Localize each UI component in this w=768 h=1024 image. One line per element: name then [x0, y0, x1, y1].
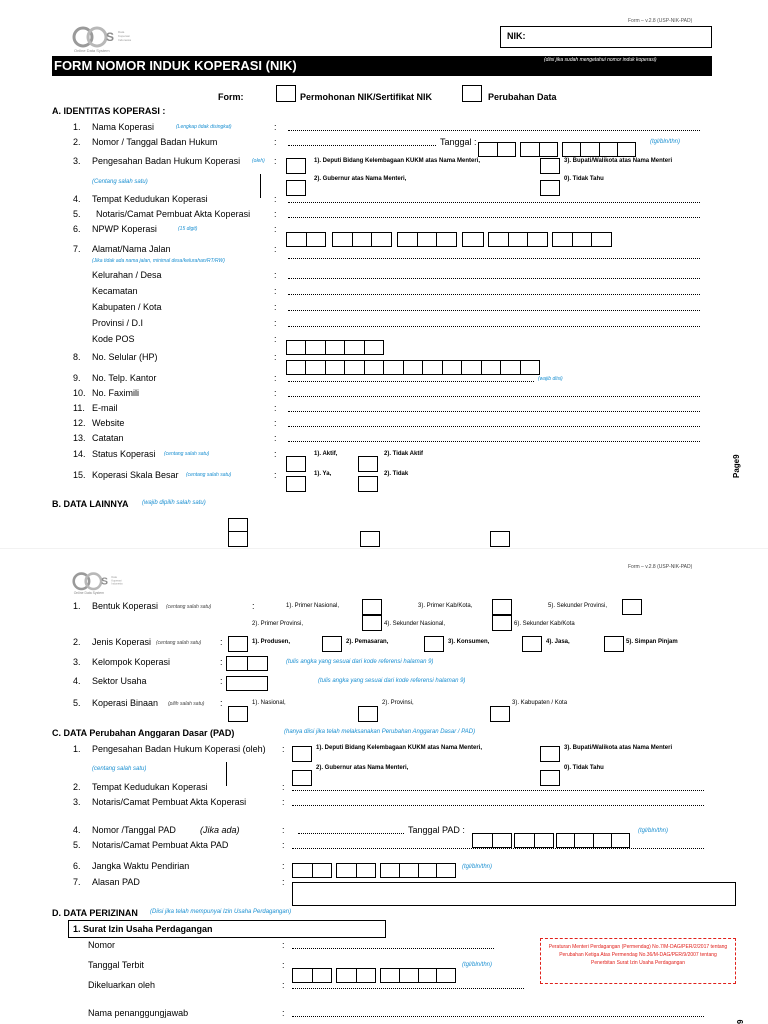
pad-akta-input[interactable] [292, 848, 704, 849]
opt-konsumen: 3). Konsumen, [448, 639, 490, 645]
opt-sekunder-kab: 6). Sekunder Kab/Kota [514, 621, 575, 627]
checkbox-jasa[interactable] [522, 636, 542, 652]
pad-opt-deputi: 1). Deputi Bidang Kelembagaan KUKM atas Nama Menteri, [316, 745, 483, 751]
jangka-day[interactable] [292, 863, 332, 878]
status-hint: (centang salah satu) [164, 451, 210, 457]
pad-tempat-input[interactable] [292, 790, 704, 791]
nomor-badan-hukum-label: Nomor / Tanggal Badan Hukum [92, 137, 218, 147]
pad-tanggal-label: Tanggal PAD : [408, 825, 465, 835]
opt-change-label: Perubahan Data [488, 92, 557, 102]
jenis-label: Jenis Koperasi [92, 637, 152, 647]
row-num: 3. [73, 797, 81, 807]
pad-notaris-label: Notaris/Camat Pembuat Akta Koperasi [92, 797, 247, 807]
checkbox-primer-provinsi[interactable] [362, 615, 382, 631]
provinsi-label: Provinsi / D.I [92, 318, 144, 328]
provinsi-input[interactable] [288, 326, 700, 327]
nik-note: (diisi jika sudah mengetahui nomor induk koperasi) [544, 57, 657, 63]
notaris-label: Notaris/Camat Pembuat Akta Koperasi [96, 209, 251, 219]
row-num: 1. [73, 122, 81, 132]
row-num: 3. [73, 156, 81, 166]
siup-box [68, 920, 386, 938]
npwp-seg-4[interactable] [462, 232, 484, 247]
checkbox-tidak-tahu[interactable] [540, 180, 560, 196]
oss-logo [72, 24, 142, 54]
kecamatan-label: Kecamatan [92, 286, 138, 296]
date-year[interactable] [562, 142, 636, 157]
jangka-year[interactable] [380, 863, 456, 878]
pad-nomor-label: Nomor /Tanggal PAD [92, 825, 176, 835]
checkbox-sekunder-provinsi[interactable] [622, 599, 642, 615]
pengesahan-hint: (oleh) [252, 158, 265, 164]
binaan-label: Koperasi Binaan [92, 698, 159, 708]
row-num: 1. [73, 744, 81, 754]
checkbox-deputi[interactable] [286, 158, 306, 174]
opt-tidak-tahu: 0). Tidak Tahu [564, 176, 604, 182]
alasan-input[interactable] [292, 882, 736, 906]
siup-nomor-input[interactable] [292, 948, 494, 949]
siup-date-month[interactable] [336, 968, 376, 983]
row-num: 7. [73, 877, 81, 887]
page-break [0, 548, 768, 563]
pad-tempat-label: Tempat Kedudukan Koperasi [92, 782, 208, 792]
opt-tidak: 2). Tidak [384, 471, 409, 477]
row-num: 12. [73, 418, 86, 428]
sektor-label: Sektor Usaha [92, 676, 147, 686]
row-num: 2. [73, 637, 81, 647]
skala-hint: (centang salah satu) [186, 472, 232, 478]
hp-input[interactable] [286, 360, 540, 375]
notaris-input[interactable] [288, 217, 700, 218]
npwp-hint: (15 digit) [178, 226, 198, 232]
row-num: 3. [73, 657, 81, 667]
oss-logo-page2 [72, 570, 132, 596]
svg-text:Online Data System: Online Data System [73, 591, 105, 596]
siup-penanggung-label: Nama penanggungjawab [88, 1008, 189, 1018]
kecamatan-input[interactable] [288, 294, 700, 295]
npwp-seg-5[interactable] [488, 232, 548, 247]
pad-notaris-input[interactable] [292, 805, 704, 806]
checkbox-aktif[interactable] [286, 456, 306, 472]
kabupaten-label: Kabupaten / Kota [92, 302, 162, 312]
checkbox-b2[interactable] [228, 531, 248, 547]
row-num: 2. [73, 782, 81, 792]
checkbox-primer-kab[interactable] [492, 599, 512, 615]
pad-opt-tidak-tahu: 0). Tidak Tahu [564, 765, 604, 771]
checkbox-simpan-pinjam[interactable] [604, 636, 624, 652]
svg-text:Indonesia: Indonesia [111, 582, 123, 586]
checkbox-gubernur[interactable] [286, 180, 306, 196]
svg-text:Online Data System: Online Data System [74, 48, 110, 53]
npwp-label: NPWP Koperasi [92, 224, 157, 234]
checkbox-b3[interactable] [360, 531, 380, 547]
page-title: FORM NOMOR INDUK KOPERASI (NIK) [54, 58, 297, 73]
row-num: 8. [73, 352, 81, 362]
siup-tanggal-label: Tanggal Terbit [88, 960, 144, 970]
row-num: 4. [73, 825, 81, 835]
svg-text:S: S [101, 576, 109, 588]
row-num: 4. [73, 676, 81, 686]
section-a-title: A. IDENTITAS KOPERASI : [52, 106, 166, 116]
tanggal-label: Tanggal : [440, 137, 477, 147]
checkbox-new[interactable] [276, 85, 296, 102]
opt-binaan-nasional: 1). Nasional, [252, 700, 286, 706]
npwp-seg-2[interactable] [332, 232, 392, 247]
section-c-title: C. DATA Perubahan Anggaran Dasar (PAD) [52, 728, 235, 738]
row-num: 6. [73, 861, 81, 871]
svg-text:Koperasi: Koperasi [118, 34, 130, 38]
row-num: 7. [73, 244, 81, 254]
svg-text:Indonesia: Indonesia [118, 38, 132, 42]
pad-checkbox-bupati[interactable] [540, 746, 560, 762]
siup-date-day[interactable] [292, 968, 332, 983]
jangka-hint: (tgl/bln/thn) [462, 864, 493, 870]
siup-nomor-label: Nomor [88, 940, 116, 950]
pad-date-year[interactable] [556, 833, 630, 848]
sektor-input[interactable] [226, 676, 268, 691]
tempat-kedudukan-input[interactable] [288, 202, 700, 203]
kelompok-label: Kelompok Koperasi [92, 657, 171, 667]
pad-date-month[interactable] [514, 833, 554, 848]
jangka-month[interactable] [336, 863, 376, 878]
opt-sekunder-nasional: 4). Sekunder Nasional, [384, 621, 446, 627]
nik-label: NIK: [507, 31, 526, 41]
form-version-page2: Form – v.2.8 (USP-NIK-PAD) [628, 564, 693, 570]
page-mark-bottom: 9 [736, 1019, 745, 1024]
opt-binaan-provinsi: 2). Provinsi, [382, 700, 414, 706]
hp-label: No. Selular (HP) [92, 352, 158, 362]
siup-title: 1. Surat Izin Usaha Perdagangan [73, 924, 213, 934]
row-num: 5. [73, 209, 81, 219]
siup-date-hint: (tgl/bln/thn) [462, 962, 493, 968]
nik-field[interactable] [500, 26, 712, 48]
title-bar [52, 56, 712, 76]
alamat-hint: (Jika tidak ada nama jalan, minimal desa/kelurahan/RT/RW) [92, 258, 225, 264]
row-num: 14. [73, 449, 86, 459]
npwp-seg-1[interactable] [286, 232, 326, 247]
opt-gubernur: 2). Gubernur atas Nama Menteri, [314, 176, 407, 182]
form-label: Form: [218, 92, 244, 102]
jangka-label: Jangka Waktu Pendirian [92, 861, 190, 871]
checkbox-konsumen[interactable] [424, 636, 444, 652]
row-num: 1. [73, 601, 81, 611]
row-num: 10. [73, 388, 86, 398]
sektor-hint: (tulis angka yang sesuai dari kode referensi halaman 9) [318, 678, 466, 684]
checkbox-sekunder-nasional[interactable] [492, 615, 512, 631]
regulation-note: Peraturan Menteri Perdagangan (Permendag) No.7/M-DAG/PER/2/2017 tentang Perubahan Ketiga Atas Permendag No.36/M-DAG/PER/9/2007 tentang Penerbitan Surat Izin Usaha Perdagangan [548, 944, 728, 966]
npwp-seg-6[interactable] [552, 232, 612, 247]
pad-opt-gubernur: 2). Gubernur atas Nama Menteri, [316, 765, 409, 771]
kabupaten-input[interactable] [288, 310, 700, 311]
section-c-hint: (hanya diisi jika telah melaksanakan Perubahan Anggaran Dasar / PAD) [284, 729, 476, 735]
nomor-badan-hukum-input[interactable] [288, 145, 436, 146]
jenis-hint: (centang salah satu) [156, 640, 202, 646]
row-num: 4. [73, 194, 81, 204]
kelompok-hint: (tulis angka yang sesuai dari kode referensi halaman 9) [286, 659, 434, 665]
bentuk-hint: (centang salah satu) [166, 604, 212, 610]
siup-dikeluarkan-label: Dikeluarkan oleh [88, 980, 156, 990]
catatan-label: Catatan [92, 433, 124, 443]
opt-new-label: Permohonan NIK/Sertifikat NIK [300, 92, 433, 102]
checkbox-binaan-provinsi[interactable] [358, 706, 378, 722]
checkbox-ya[interactable] [286, 476, 306, 492]
date-day[interactable] [478, 142, 516, 157]
kelompok-input[interactable] [226, 656, 268, 671]
npwp-seg-3[interactable] [397, 232, 457, 247]
nama-koperasi-hint: (Lengkap tidak disingkat) [176, 124, 232, 130]
form-version-top: Form – v.2.8 (USP-NIK-PAD) [628, 18, 693, 24]
section-d-title: D. DATA PERIZINAN [52, 908, 138, 918]
opt-binaan-kabupaten: 3). Kabupaten / Kota [512, 700, 568, 706]
date-month[interactable] [520, 142, 558, 157]
regulation-note-box [540, 938, 736, 984]
opt-bupati: 3). Bupati/Walikota atas Nama Menteri [564, 158, 673, 164]
pengesahan-label: Pengesahan Badan Hukum Koperasi [92, 156, 241, 166]
catatan-input[interactable] [288, 441, 700, 442]
page-number-label: Page9 [732, 454, 741, 478]
alamat-label: Alamat/Nama Jalan [92, 244, 171, 254]
checkbox-tidak[interactable] [358, 476, 378, 492]
fax-label: No. Faximili [92, 388, 140, 398]
website-label: Website [92, 418, 125, 428]
opt-primer-provinsi: 2). Primer Provinsi, [252, 621, 304, 627]
pengesahan-sub-hint: (Centang salah satu) [92, 179, 148, 185]
email-input[interactable] [288, 411, 700, 412]
checkbox-binaan-kabupaten[interactable] [490, 706, 510, 722]
tempat-kedudukan-label: Tempat Kedudukan Koperasi [92, 194, 208, 204]
pad-nomor-label-italic: (Jika ada) [200, 825, 240, 835]
website-input[interactable] [288, 426, 700, 427]
pad-akta-label: Notaris/Camat Pembuat Akta PAD [92, 840, 229, 850]
opt-produsen: 1). Produsen, [252, 639, 291, 645]
row-num: 11. [73, 403, 85, 413]
pad-checkbox-tidak-tahu[interactable] [540, 770, 560, 786]
email-label: E-mail [92, 403, 118, 413]
kode-pos-input[interactable] [286, 340, 384, 355]
opt-sekunder-provinsi: 5). Sekunder Provinsi, [548, 603, 608, 609]
section-b-hint: (wajib dipilih salah satu) [142, 500, 206, 506]
kode-pos-label: Kode POS [92, 334, 135, 344]
checkbox-pemasaran[interactable] [322, 636, 342, 652]
svg-text:Koperasi: Koperasi [111, 579, 122, 583]
svg-text:Data: Data [118, 30, 125, 34]
alamat-input[interactable] [288, 258, 700, 259]
skala-label: Koperasi Skala Besar [92, 470, 179, 480]
pad-date-day[interactable] [472, 833, 512, 848]
checkbox-tidak-aktif[interactable] [358, 456, 378, 472]
svg-text:Data: Data [111, 575, 117, 579]
checkbox-change[interactable] [462, 85, 482, 102]
telp-label: No. Telp. Kantor [92, 373, 157, 383]
opt-primer-nasional: 1). Primer Nasional, [286, 603, 340, 609]
row-num: 2. [73, 137, 81, 147]
opt-ya: 1). Ya, [314, 471, 332, 477]
checkbox-binaan-nasional[interactable] [228, 706, 248, 722]
date-hint: (tgl/bln/thn) [650, 139, 681, 145]
status-label: Status Koperasi [92, 449, 156, 459]
kelurahan-label: Kelurahan / Desa [92, 270, 162, 280]
row-num: 15. [73, 470, 86, 480]
telp-input[interactable] [288, 381, 534, 382]
pad-pengesahan-label: Pengesahan Badan Hukum Koperasi (oleh) [92, 744, 266, 754]
opt-deputi: 1). Deputi Bidang Kelembagaan KUKM atas Nama Menteri, [314, 158, 481, 164]
pad-pengesahan-hint: (centang salah satu) [92, 766, 147, 772]
opt-pemasaran: 2). Pemasaran, [346, 639, 389, 645]
pad-checkbox-gubernur[interactable] [292, 770, 312, 786]
row-num: 13. [73, 433, 86, 443]
bentuk-label: Bentuk Koperasi [92, 601, 159, 611]
row-num: 5. [73, 840, 81, 850]
alasan-label: Alasan PAD [92, 877, 140, 887]
row-num: 5. [73, 698, 81, 708]
pad-opt-bupati: 3). Bupati/Walikota atas Nama Menteri [564, 745, 673, 751]
opt-tidak-aktif: 2). Tidak Aktif [384, 451, 424, 457]
section-b-title: B. DATA LAINNYA [52, 499, 129, 509]
row-num: 9. [73, 373, 81, 383]
siup-penanggung-input[interactable] [292, 1016, 704, 1017]
siup-dikeluarkan-input[interactable] [292, 988, 524, 989]
pad-checkbox-deputi[interactable] [292, 746, 312, 762]
kelurahan-input[interactable] [288, 278, 700, 279]
opt-aktif: 1). Aktif, [314, 451, 338, 457]
checkbox-produsen[interactable] [228, 636, 248, 652]
pad-date-hint: (tgl/bln/thn) [638, 828, 669, 834]
svg-text:S: S [106, 30, 115, 44]
pad-nomor-input[interactable] [298, 833, 404, 834]
fax-input[interactable] [288, 396, 700, 397]
row-num: 6. [73, 224, 81, 234]
nama-koperasi-label: Nama Koperasi [92, 122, 155, 132]
section-d-hint: (Diisi jika telah mempunyai Izin Usaha Perdagangan) [150, 909, 292, 915]
opt-simpan-pinjam: 5). Simpan Pinjam [626, 639, 678, 645]
siup-date-year[interactable] [380, 968, 456, 983]
nama-koperasi-input[interactable] [288, 130, 700, 131]
opt-primer-kab: 3). Primer Kab/Kota, [418, 603, 473, 609]
opt-jasa: 4). Jasa, [546, 639, 570, 645]
checkbox-b4[interactable] [490, 531, 510, 547]
telp-hint: (wajib diisi) [538, 376, 563, 382]
checkbox-bupati[interactable] [540, 158, 560, 174]
binaan-hint: (pilih salah satu) [168, 701, 205, 707]
checkbox-primer-nasional[interactable] [362, 599, 382, 615]
